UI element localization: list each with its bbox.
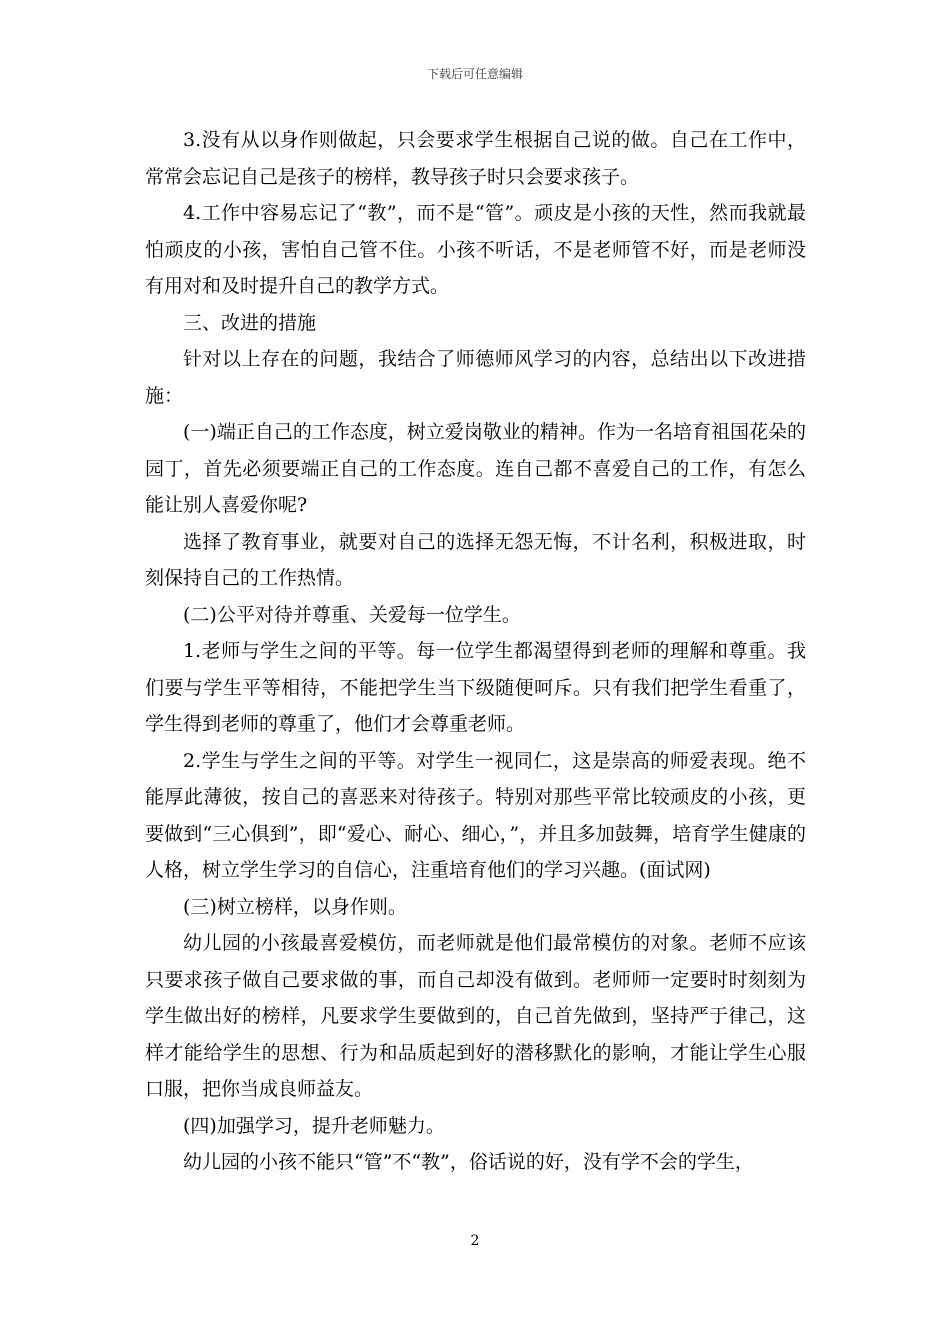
section-heading: 三、改进的措施 [183,311,317,334]
paragraph: 4.工作中容易忘记了“教”，而不是“管”。顽皮是小孩的天性，然而我就最怕顽皮的小孩，害怕自己管不住。小孩不听话，不是老师管不好，而是老师没有用对和及时提升自己的教学方式。 [145,202,806,297]
paragraph: 3.没有从以身作则做起，只会要求学生根据自己说的做。自己在工作中，常常会忘记自己是孩子的榜样，教导孩子时只会要求孩子。 [145,129,806,188]
paragraph: 针对以上存在的问题，我结合了师德师风学习的内容，总结出以下改进措施： [145,348,806,407]
paragraph: 2.学生与学生之间的平等。对学生一视同仁，这是崇高的师爱表现。绝不能厚此薄彼，按自己的喜恶来对待孩子。特别对那些平常比较顽皮的小孩，更要做到“三心俱到”，即“爱心、耐心、细心，”，并且多加鼓舞，培育学生健康的人格，树立学生学习的自信心，注重培育他们的学习兴趣。(面试网) [145,749,806,881]
subsection-heading: (三)树立榜样，以身作则。 [183,895,407,918]
page-number: 2 [470,1233,480,1249]
paragraph: (一)端正自己的工作态度，树立爱岗敬业的精神。作为一名培育祖国花朵的园丁，首先必须要端正自己的工作态度。连自己都不喜爱自己的工作，有怎么能让别人喜爱你呢? [145,421,806,516]
paragraph: 幼儿园的小孩不能只“管”不“教”，俗话说的好，没有学不会的学生， [183,1151,754,1173]
paragraph: 1.老师与学生之间的平等。每一位学生都渴望得到老师的理解和尊重。我们要与学生平等相待，不能把学生当下级随便呵斥。只有我们把学生看重了，学生得到老师的尊重了，他们才会尊重老师。 [145,640,806,735]
subsection-heading: (二)公平对待并尊重、关爱每一位学生。 [183,603,521,626]
paragraph: 幼儿园的小孩最喜爱模仿，而老师就是他们最常模仿的对象。老师不应该只要求孩子做自己要求做的事，而自己却没有做到。老师师一定要时时刻刻为学生做出好的榜样，凡要求学生要做到的，自己首先做到，坚持严于律己，这样才能给学生的思想、行为和品质起到好的潜移默化的影响，才能让学生心服口服，把你当成良师益友。 [145,932,806,1100]
document-body [145,122,806,1181]
page-header: 下载后可任意编辑 [426,67,523,81]
paragraph: 选择了教育事业，就要对自己的选择无怨无悔，不计名利，积极进取，时刻保持自己的工作热情。 [145,530,806,589]
subsection-heading: (四)加强学习，提升老师魅力。 [183,1114,445,1137]
